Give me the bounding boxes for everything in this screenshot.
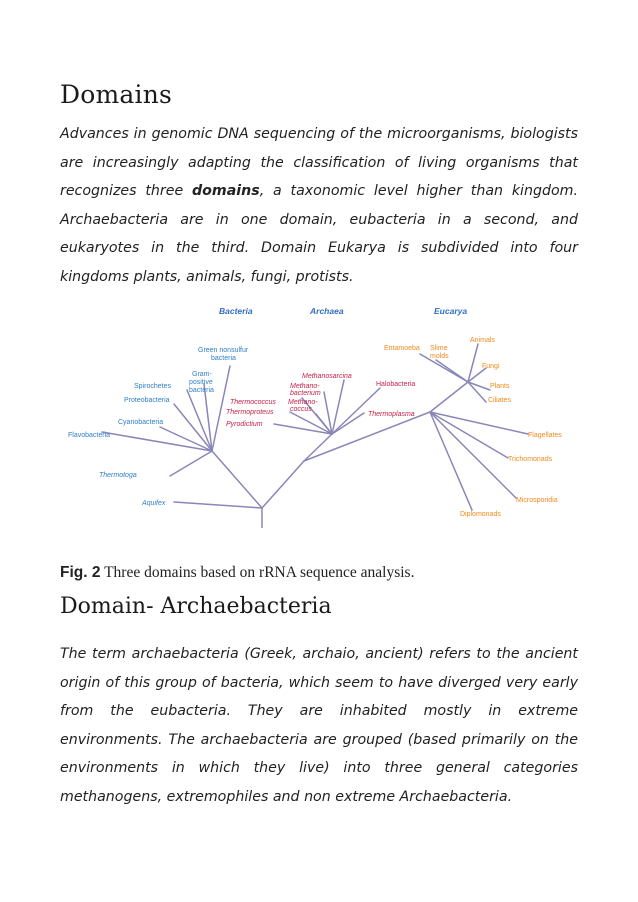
branch-main-right bbox=[262, 461, 304, 508]
taxon-thermoproteus: Thermoproteus bbox=[226, 409, 274, 416]
figure-label: Fig. 2 bbox=[60, 564, 101, 581]
taxon-flavobacteria: Flavobacteria bbox=[68, 432, 111, 439]
branch-main-bacteria bbox=[212, 451, 262, 508]
archaebacteria-paragraph bbox=[60, 640, 578, 812]
tree-branches bbox=[102, 344, 528, 528]
branch-diplomonads bbox=[430, 412, 472, 510]
branch-euk-crown bbox=[430, 382, 468, 412]
taxon-gram-positive-line2: positive bbox=[189, 379, 213, 386]
branch-aquifex bbox=[174, 502, 262, 508]
taxon-diplomonads: Diplomonads bbox=[460, 511, 501, 518]
taxon-methanobacterium-line1: Methano- bbox=[290, 383, 320, 390]
taxon-aquifex: Aquifex bbox=[142, 500, 166, 507]
branch-flagellates bbox=[430, 412, 528, 434]
domain-label-bacteria: Bacteria bbox=[219, 306, 253, 316]
taxon-slime-molds-line1: Slime bbox=[430, 345, 448, 352]
taxon-gram-positive-line3: bacteria bbox=[189, 387, 214, 394]
taxon-pyrodictium: Pyrodictium bbox=[226, 421, 263, 428]
taxon-thermococcus: Thermococcus bbox=[230, 399, 276, 406]
branch-methanobacterium bbox=[324, 392, 332, 434]
taxon-thermotoga: Thermotoga bbox=[99, 472, 137, 479]
taxon-fungi: Fungi bbox=[482, 363, 500, 370]
taxon-plants: Plants bbox=[490, 383, 510, 390]
branch-thermoplasma bbox=[332, 413, 364, 434]
arch-text-3: , ancient) refers to the ancient origin of this group of bacteria, which seem to have diverged very early from the eubacteria. They are inhabited mostly in extreme environments. The archaebacteria are grouped (based primarily on the environments in which they live) into three general categories methanogens, extremophiles and non extreme Archaebacteria. bbox=[60, 646, 578, 805]
taxon-spirochetes: Spirochetes bbox=[134, 383, 171, 390]
taxon-animals: Animals bbox=[470, 337, 495, 344]
arch-term-archaebacteria: archaebacteria bbox=[131, 646, 239, 662]
figure-caption bbox=[60, 564, 414, 582]
figure-caption-text: Three domains based on rRNA sequence analysis. bbox=[104, 564, 415, 581]
arch-text-2: (Greek, bbox=[238, 646, 303, 662]
branch-archaea-node bbox=[304, 434, 332, 461]
intro-text-2: , a taxonomic level higher than kingdom. Archaebacteria are in one domain, eubacteria in a second, and eukaryotes in the third. Domain Eukarya is subdivided into four kingdoms plants, animals, fungi, protists. bbox=[60, 183, 578, 285]
branch-methanosarcina bbox=[332, 380, 344, 434]
taxon-proteobacteria: Proteobacteria bbox=[124, 397, 170, 404]
taxon-methanococcus-line1: Methano- bbox=[288, 399, 318, 406]
taxon-methanobacterium-line2: bacterium bbox=[290, 390, 321, 397]
taxon-microsporidia: Microsporidia bbox=[516, 497, 558, 504]
heading-archaebacteria: Domain- Archaebacteria bbox=[60, 594, 332, 619]
branch-flavobacteria bbox=[102, 432, 212, 451]
intro-text-1: Advances in genomic DNA sequencing of the microorganisms, biologists are increasingly adapting the classification of living organisms that recognizes three bbox=[60, 126, 578, 200]
taxon-flagellates: Flagellates bbox=[528, 432, 562, 439]
heading-domains: Domains bbox=[60, 80, 173, 109]
taxon-cyanobacteria: Cyanobacteria bbox=[118, 419, 164, 426]
branch-thermotoga bbox=[170, 451, 212, 476]
taxon-trichomonads: Trichomonads bbox=[508, 456, 553, 463]
taxon-entamoeba: Entamoeba bbox=[384, 345, 420, 352]
taxon-thermoplasma: Thermoplasma bbox=[368, 411, 415, 418]
taxon-green-nonsulfur-line2: bacteria bbox=[211, 355, 236, 362]
taxon-halobacteria: Halobacteria bbox=[376, 381, 416, 388]
arch-text-1: The term bbox=[60, 646, 132, 662]
taxon-gram-positive-line1: Gram- bbox=[192, 371, 212, 378]
taxon-ciliates: Ciliates bbox=[488, 397, 511, 404]
taxon-slime-molds-line2: molds bbox=[430, 353, 449, 360]
branch-euk-stem bbox=[304, 412, 430, 461]
taxon-green-nonsulfur-line1: Green nonsulfur bbox=[198, 347, 249, 354]
branch-proteobacteria bbox=[174, 404, 212, 451]
taxon-methanococcus-line2: coccus bbox=[290, 406, 312, 413]
taxon-methanosarcina: Methanosarcina bbox=[302, 373, 352, 380]
arch-term-archaio: archaio bbox=[302, 646, 356, 662]
domain-label-archaea: Archaea bbox=[310, 306, 344, 316]
phylogenetic-tree-figure bbox=[62, 296, 582, 528]
domain-label-eucarya: Eucarya bbox=[434, 306, 468, 316]
intro-paragraph bbox=[60, 120, 578, 292]
intro-bold-domains: domains bbox=[192, 183, 260, 200]
